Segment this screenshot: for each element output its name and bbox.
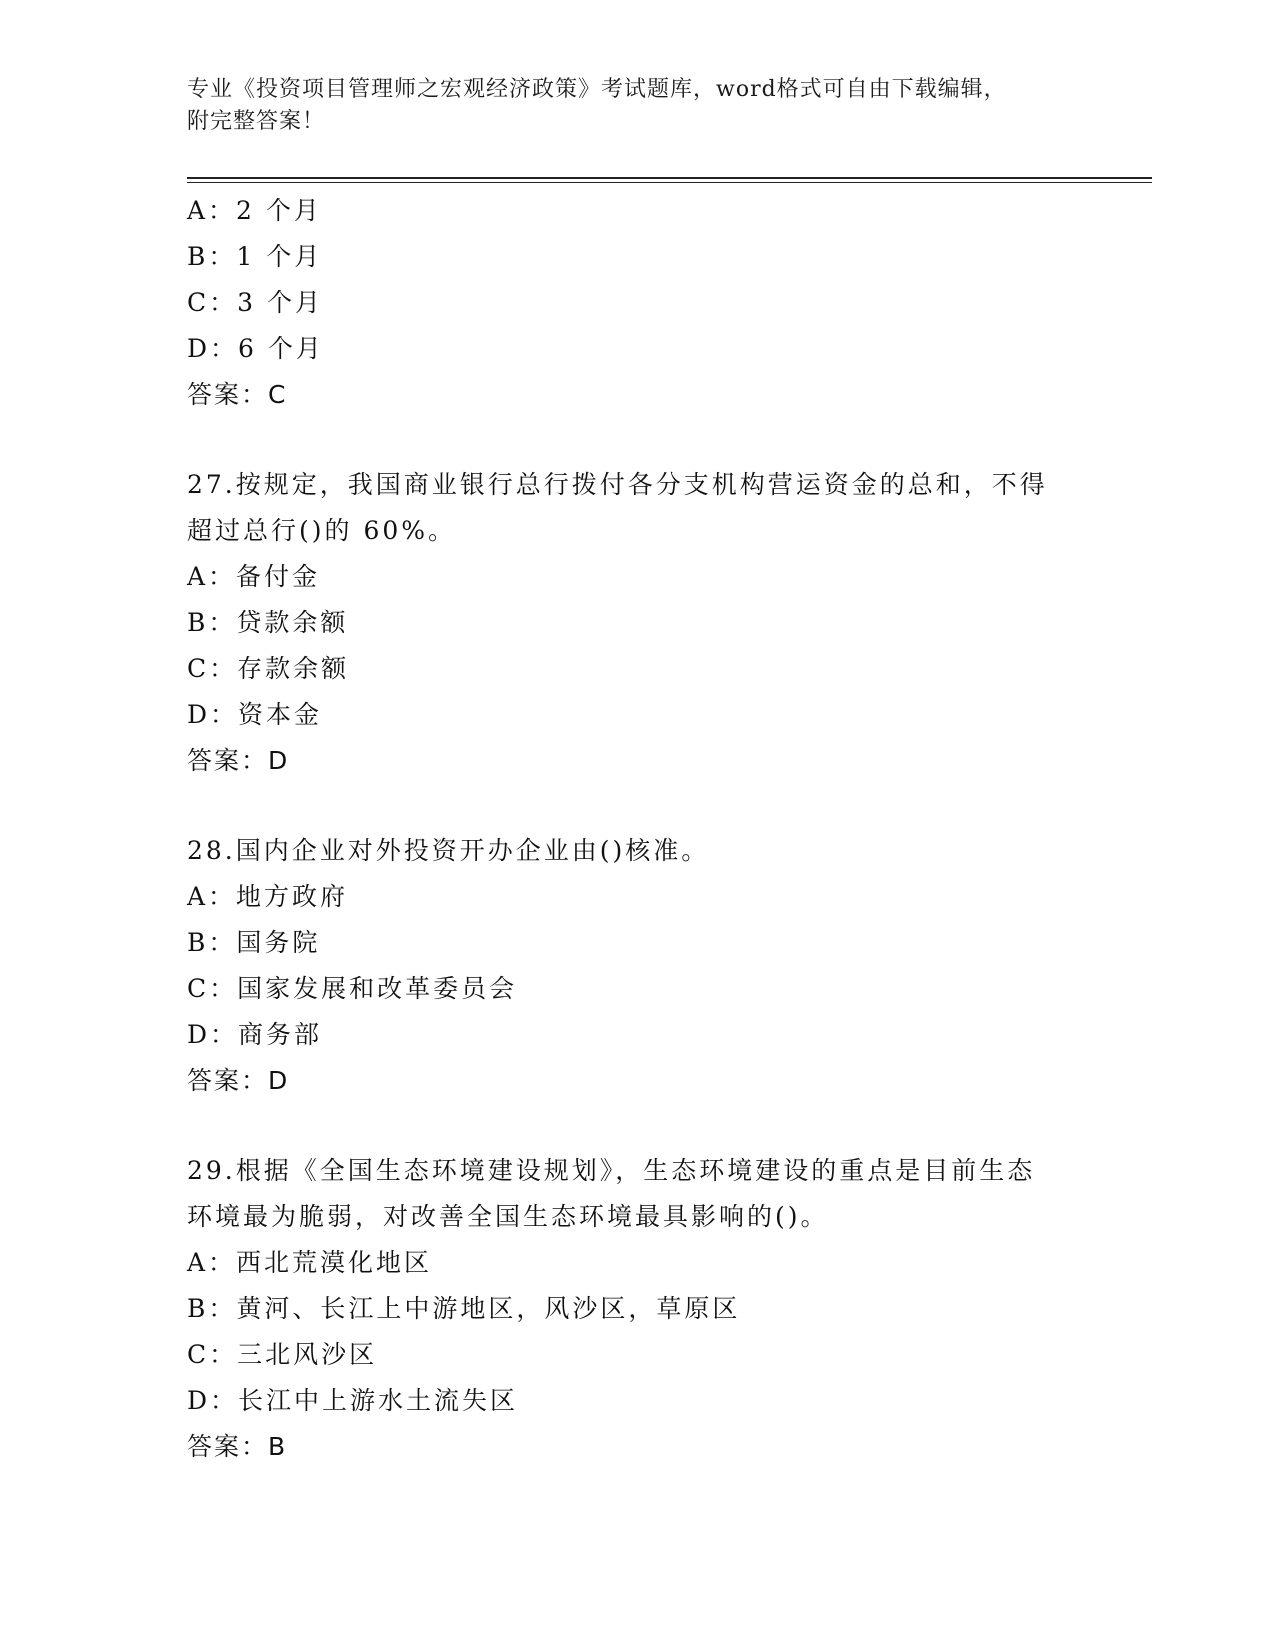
option-b: B：1 个月 [187, 242, 323, 271]
answer-text: 答案：B [187, 1432, 288, 1461]
answer-text: 答案：D [187, 746, 290, 775]
option-c: C：3 个月 [187, 288, 323, 317]
header-divider-thick [187, 177, 1152, 179]
question-block [187, 188, 1087, 418]
question-stem-line: 29.根据《全国生态环境建设规划》，生态环境建设的重点是目前生态 [187, 1156, 1036, 1185]
option-b: B：国务院 [187, 928, 321, 957]
answer-text: 答案：D [187, 1066, 290, 1095]
option-a: A：2 个月 [187, 196, 322, 225]
option-d: D：资本金 [187, 700, 323, 729]
option-c: C：三北风沙区 [187, 1340, 378, 1369]
option-a: A：西北荒漠化地区 [187, 1248, 433, 1277]
header-divider-thin [187, 182, 1152, 183]
option-b: B：黄河、长江上中游地区，风沙区，草原区 [187, 1294, 741, 1323]
question-block [187, 828, 1087, 1104]
header-note [187, 74, 1087, 138]
option-c: C：国家发展和改革委员会 [187, 974, 518, 1003]
option-a: A：地方政府 [187, 882, 349, 911]
question-stem-line: 27.按规定，我国商业银行总行拨付各分支机构营运资金的总和，不得 [187, 470, 1048, 499]
question-spacer [187, 784, 1087, 828]
option-d: D：商务部 [187, 1020, 323, 1049]
answer-text: 答案：C [187, 380, 288, 409]
header-note-line-2: 附完整答案！ [187, 109, 326, 134]
question-list [187, 188, 1087, 1470]
option-b: B：贷款余额 [187, 608, 349, 637]
header-note-line-1: 专业《投资项目管理师之宏观经济政策》考试题库，word格式可自由下载编辑， [187, 77, 1007, 102]
question-block [187, 1148, 1087, 1470]
question-stem-line: 28.国内企业对外投资开办企业由()核准。 [187, 836, 710, 865]
option-d: D：6 个月 [187, 334, 324, 363]
option-a: A：备付金 [187, 562, 321, 591]
question-spacer [187, 418, 1087, 462]
question-stem-line: 环境最为脆弱，对改善全国生态环境最具影响的()。 [187, 1202, 829, 1231]
option-c: C：存款余额 [187, 654, 350, 683]
option-d: D：长江中上游水土流失区 [187, 1386, 519, 1415]
question-spacer [187, 1104, 1087, 1148]
question-block [187, 462, 1087, 784]
question-stem-line: 超过总行()的 60%。 [187, 516, 457, 545]
